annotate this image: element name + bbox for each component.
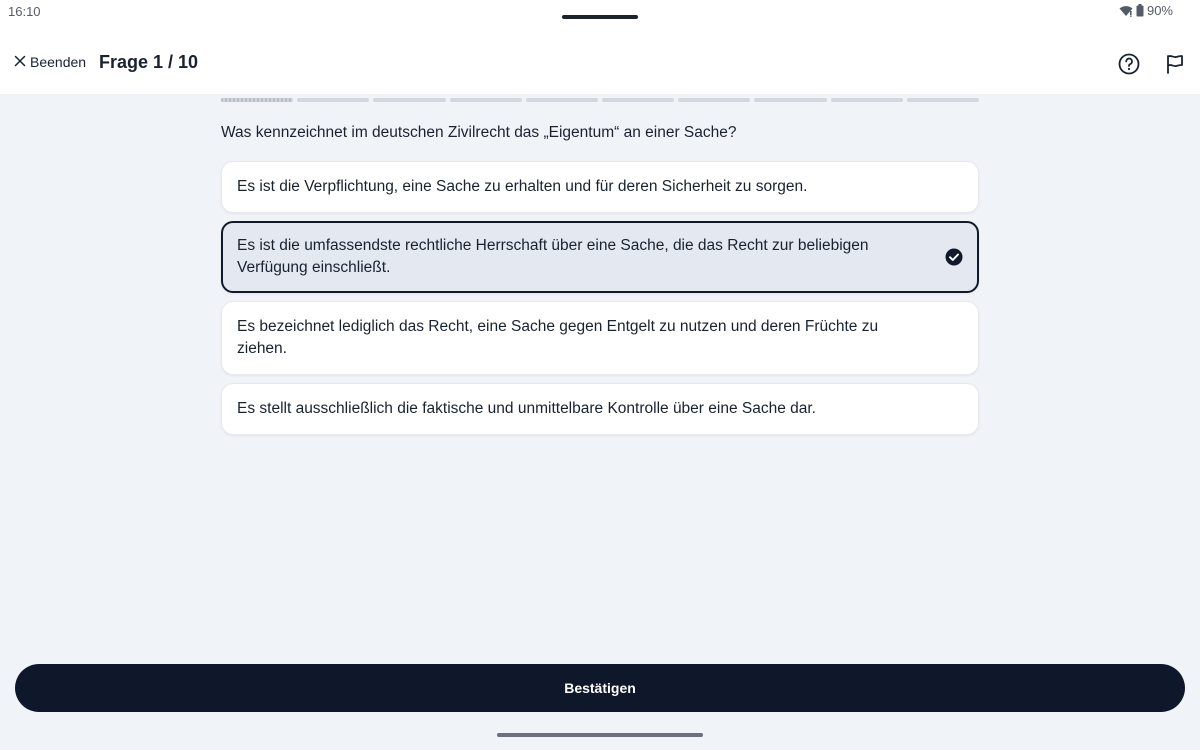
status-indicators	[1119, 3, 1173, 18]
progress-segment	[831, 98, 903, 102]
wifi-icon	[1119, 5, 1133, 17]
camera-notch	[562, 15, 638, 19]
home-indicator[interactable]	[497, 733, 703, 737]
progress-segment	[297, 98, 369, 102]
answer-option-text: Es bezeichnet lediglich das Recht, eine Sache gegen Entgelt zu nutzen und deren Früchte zu ziehen.	[237, 318, 879, 357]
status-time: 16:10	[8, 4, 41, 19]
flag-button[interactable]	[1164, 53, 1186, 75]
answer-option-text: Es ist die umfassendste rechtliche Herrschaft über eine Sache, die das Recht zur beliebigen Verfügung einschließt.	[237, 237, 869, 276]
progress-segment	[678, 98, 750, 102]
progress-segment	[907, 98, 979, 102]
progress-segment	[450, 98, 522, 102]
close-icon	[14, 54, 26, 70]
close-button[interactable]	[14, 54, 86, 70]
confirm-label: Bestätigen	[564, 680, 636, 696]
battery-level: 90%	[1146, 3, 1173, 18]
answer-option-2[interactable]	[221, 221, 979, 293]
close-label: Beenden	[30, 54, 87, 70]
flag-icon	[1164, 62, 1186, 79]
answer-option-3[interactable]	[221, 301, 979, 375]
answer-option-1[interactable]	[221, 161, 979, 213]
progress-segment	[602, 98, 674, 102]
progress-segment	[526, 98, 598, 102]
battery-icon	[1136, 4, 1144, 17]
check-circle-icon	[945, 248, 963, 266]
progress-bar	[221, 98, 979, 104]
help-icon	[1117, 63, 1141, 80]
question-text: Was kennzeichnet im deutschen Zivilrecht das „Eigentum“ an einer Sache?	[221, 124, 737, 141]
answer-option-text: Es stellt ausschließlich die faktische und unmittelbare Kontrolle über eine Sache dar.	[237, 400, 816, 417]
question-counter: Frage 1 / 10	[99, 52, 199, 72]
progress-segment	[221, 98, 293, 102]
progress-segment	[373, 98, 445, 102]
answer-option-text: Es ist die Verpflichtung, eine Sache zu erhalten und für deren Sicherheit zu sorgen.	[237, 178, 808, 195]
answer-option-4[interactable]	[221, 383, 979, 435]
status-bar	[0, 0, 1200, 32]
answer-options	[221, 161, 979, 435]
help-button[interactable]	[1117, 52, 1141, 76]
progress-segment	[754, 98, 826, 102]
confirm-button[interactable]	[15, 664, 1185, 712]
app-bar	[0, 32, 1200, 94]
